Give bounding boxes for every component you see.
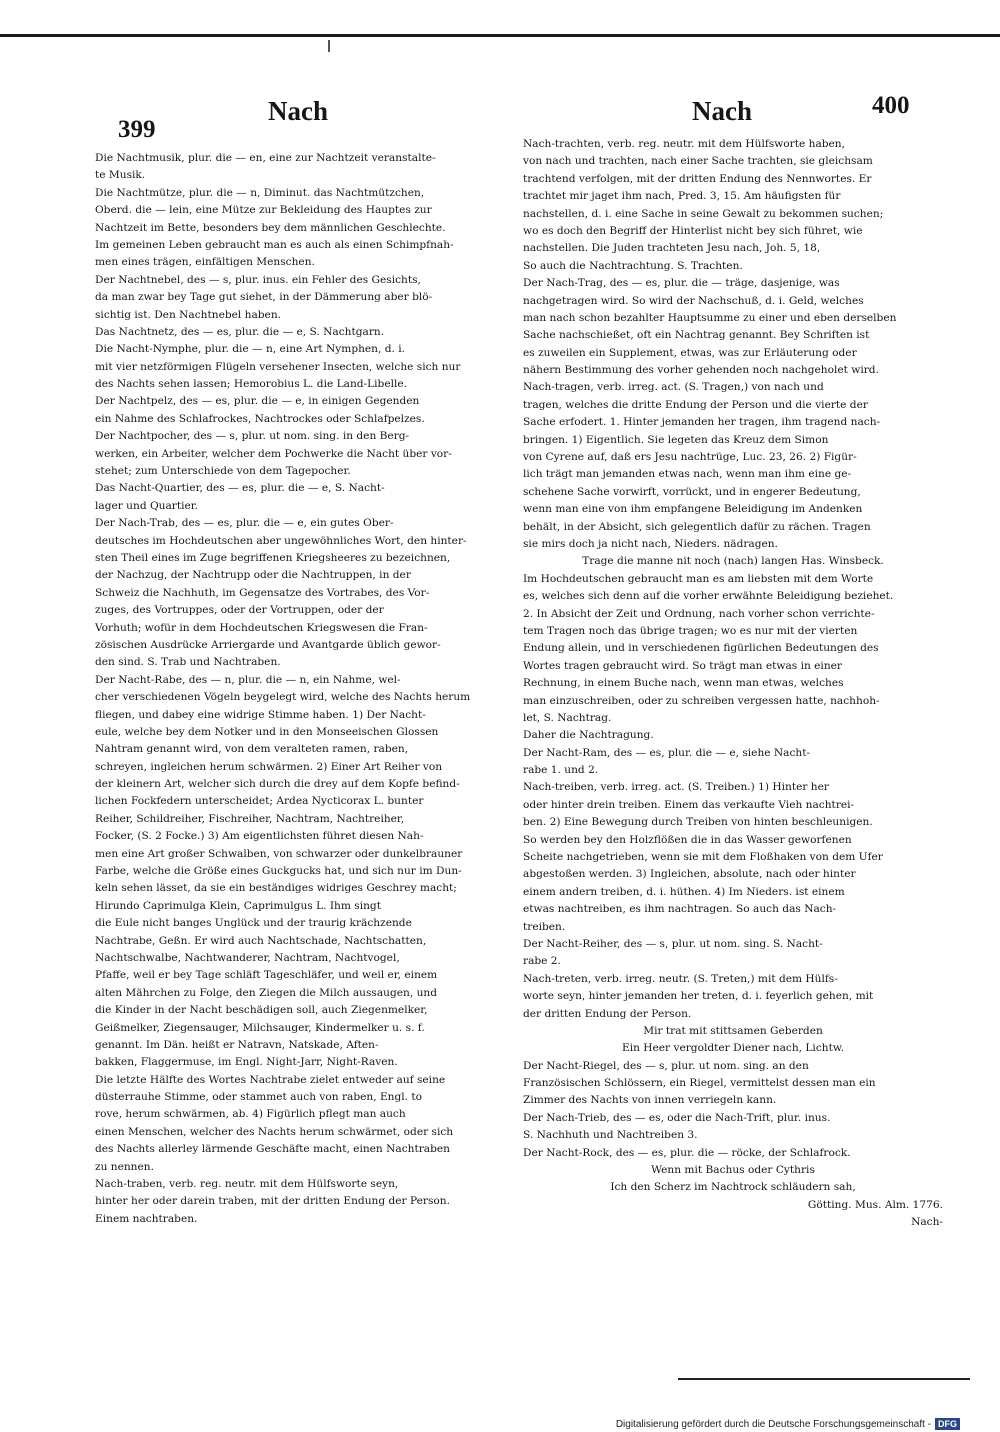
left-text-line: des Nachts allerley lärmende Geschäfte macht, einen Nachtraben	[95, 1143, 450, 1156]
right-text-line: treiben.	[523, 920, 566, 933]
right-text-line: Ich den Scherz im Nachtrock schläudern sah,	[610, 1181, 856, 1194]
right-text-line: Daher die Nachtragung.	[523, 729, 654, 742]
left-text-line: Nachtrabe, Geßn. Er wird auch Nachtschade, Nachtschatten,	[95, 934, 427, 947]
right-text-line: Der Nacht-Ram, des — es, plur. die — e, siehe Nacht-	[523, 746, 811, 759]
right-text-line: sie mirs doch ja nicht nach, Nieders. nädragen.	[523, 537, 778, 550]
right-text-line: rabe 1. und 2.	[523, 764, 599, 777]
left-text-line: zösischen Ausdrücke Arriergarde und Avantgarde üblich gewor-	[95, 638, 441, 651]
running-head-right: Nach	[692, 96, 752, 126]
running-head-left: Nach	[268, 96, 328, 126]
left-text-line: rove, herum schwärmen, ab. 4) Figürlich pflegt man auch	[95, 1108, 406, 1121]
left-text-line: da man zwar bey Tage gut siehet, in der Dämmerung aber blö-	[95, 291, 433, 304]
right-text-line: So werden bey den Holzflößen die in das Wasser geworfenen	[523, 833, 852, 846]
left-text-line: cher verschiedenen Vögeln beygelegt wird, welche des Nachts herum	[95, 691, 471, 704]
left-text-line: lager und Quartier.	[95, 499, 199, 512]
left-text-line: zuges, des Vortruppes, oder der Vortruppen, oder der	[95, 604, 384, 617]
left-text-line: Nachtschwalbe, Nachtwanderer, Nachtram, Nachtvogel,	[95, 951, 400, 964]
left-text-line: Vorhuth; wofür in dem Hochdeutschen Kriegswesen die Fran-	[95, 621, 428, 634]
right-text-line: oder hinter drein treiben. Einem das verkaufte Vieh nachtrei-	[523, 798, 855, 811]
left-text-line: der Nachzug, der Nachtrupp oder die Nachtruppen, in der	[95, 569, 411, 582]
left-text-line: die Kinder in der Nacht beschädigen soll, auch Ziegenmelker,	[95, 1004, 428, 1017]
right-text-line: bringen. 1) Eigentlich. Sie legeten das Kreuz dem Simon	[523, 433, 829, 446]
left-text-line: Nachtzeit im Bette, besonders bey dem männlichen Geschlechte.	[95, 221, 446, 234]
left-text-line: zu nennen.	[95, 1160, 154, 1173]
left-text-line: deutsches im Hochdeutschen aber ungewöhnliches Wort, den hinter-	[95, 534, 467, 547]
right-text-line: Der Nach-Trag, des — es, plur. die — träge, dasjenige, was	[523, 277, 840, 290]
left-text-line: bakken, Flaggermuse, im Engl. Night-Jarr, Night-Raven.	[95, 1056, 398, 1069]
left-text-line: eule, welche bey dem Notker und in den Monseeischen Glossen	[95, 725, 439, 738]
right-text-line: der dritten Endung der Person.	[523, 1007, 692, 1020]
right-text-line: Nach-tragen, verb. irreg. act. (S. Tragen,) von nach und	[523, 381, 824, 394]
right-text-line: schehene Sache vorwirft, vorrückt, und in engerer Bedeutung,	[523, 485, 861, 498]
right-text-line: etwas nachtreiben, es ihm nachtragen. So auch das Nach-	[523, 903, 837, 916]
left-text-line: Reiher, Schildreiher, Fischreiher, Nachtram, Nachtreiher,	[95, 812, 405, 825]
right-text-line: behält, in der Absicht, sich gelegentlich dafür zu rächen. Tragen	[523, 520, 871, 533]
left-text-line: des Nachts sehen lassen; Hemorobius L. die Land-Libelle.	[95, 378, 408, 391]
left-text-line: Farbe, welche die Größe eines Guckgucks hat, und sich nur im Dun-	[95, 865, 462, 878]
left-text-line: Pfaffe, weil er bey Tage schläft Tageschläfer, und weil er, einem	[95, 969, 438, 982]
right-text-line: Scheite nachgetrieben, wenn sie mit dem Floßhaken von dem Ufer	[523, 851, 883, 864]
left-text-line: einen Menschen, welcher des Nachts herum schwärmet, oder sich	[95, 1125, 454, 1138]
left-text-line: sichtig ist. Den Nachtnebel haben.	[95, 308, 282, 321]
right-text-line: tragen, welches die dritte Endung der Person und die vierte der	[523, 398, 868, 411]
footer-credit-text: Digitalisierung gefördert durch die Deutsche Forschungsgemeinschaft -	[615, 1418, 931, 1430]
left-text-line: Die Nacht-Nymphe, plur. die — n, eine Art Nymphen, d. i.	[95, 343, 406, 356]
right-text-line: rabe 2.	[523, 955, 561, 968]
page-number-right: 400	[872, 92, 910, 119]
right-text-line: trachtend verfolgen, mit der dritten Endung des Nennwortes. Er	[523, 172, 872, 185]
right-text-line: tem Tragen noch das übrige tragen; wo es nur mit der vierten	[523, 624, 858, 637]
right-text-line: abgestoßen werden. 3) Ingleichen, absolute, nach oder hinter	[523, 868, 856, 881]
right-text-line: wenn man eine von ihm empfangene Beleidigung im Andenken	[523, 503, 863, 516]
right-text-line: nachstellen. Die Juden trachteten Jesu nach, Joh. 5, 18,	[523, 242, 821, 255]
top-scan-rule	[0, 34, 1000, 37]
right-text-line: es, welches sich denn auf die vorher erwähnte Beleidigung beziehet.	[523, 590, 894, 603]
right-text-line: von Cyrene auf, daß ers Jesu nachtrüge, Luc. 23, 26. 2) Figür-	[523, 451, 857, 464]
right-text-line: lich trägt man jemanden etwas nach, wenn man ihm eine ge-	[523, 468, 852, 481]
right-text-line: Sache nachschießet, oft ein Nachtrag genannt. Bey Schriften ist	[523, 329, 870, 342]
right-text-line: es zuweilen ein Supplement, etwas, was zur Erläuterung oder	[523, 346, 857, 359]
left-text-line: Nahtram genannt wird, von dem veralteten ramen, raben,	[95, 743, 409, 756]
left-text-line: Das Nachtnetz, des — es, plur. die — e, S. Nachtgarn.	[95, 325, 385, 338]
left-text-line: hinter her oder darein traben, mit der dritten Endung der Person.	[95, 1195, 450, 1208]
right-text-line: Sache erfodert. 1. Hinter jemanden her tragen, ihm tragend nach-	[523, 416, 881, 429]
right-text-line: Der Nacht-Rock, des — es, plur. die — röcke, der Schlafrock.	[523, 1146, 851, 1159]
left-text-line: sten Theil eines im Zuge begriffenen Kriegsheeres zu bezeichnen,	[95, 551, 451, 564]
left-text-line: mit vier netzförmigen Flügeln versehener Insecten, welche sich nur	[95, 360, 461, 373]
right-text-line: ben. 2) Eine Bewegung durch Treiben von hinten beschleunigen.	[523, 816, 873, 829]
left-text-line: düsterrauhe Stimme, oder stammet auch von raben, Engl. to	[95, 1091, 423, 1104]
right-text-line: let, S. Nachtrag.	[523, 711, 612, 724]
left-text-line: genannt. Im Dän. heißt er Natravn, Natskade, Aften-	[95, 1038, 379, 1051]
right-text-line: man einzuschreiben, oder zu schreiben vergessen hatte, nachhoh-	[523, 694, 880, 707]
left-text-line: werken, ein Arbeiter, welcher dem Pochwerke die Nacht über vor-	[95, 447, 452, 460]
left-text-line: Der Nachtpocher, des — s, plur. ut nom. sing. in den Berg-	[95, 430, 410, 443]
right-text-line: So auch die Nachtrachtung. S. Trachten.	[523, 259, 743, 272]
right-text-line: nachstellen, d. i. eine Sache in seine Gewalt zu bekommen suchen;	[523, 207, 884, 220]
left-text-line: Die letzte Hälfte des Wortes Nachtrabe zielet entweder auf seine	[95, 1073, 446, 1086]
right-text-line: Französischen Schlössern, ein Riegel, vermittelst dessen man ein	[523, 1077, 876, 1090]
left-text-line: die Eule nicht banges Unglück und der traurig krächzende	[95, 917, 412, 930]
right-text-line: 2. In Absicht der Zeit und Ordnung, nach vorher schon verrichte-	[523, 607, 875, 620]
left-text-line: Im gemeinen Leben gebraucht man es auch als einen Schimpfnah-	[95, 238, 454, 251]
left-text-line: Einem nachtraben.	[95, 1212, 198, 1225]
right-text-line: Der Nacht-Riegel, des — s, plur. ut nom. sing. an den	[523, 1059, 809, 1072]
right-text-line: Wenn mit Bachus oder Cythris	[651, 1164, 815, 1177]
left-text-line: men eines trägen, einfältigen Menschen.	[95, 256, 315, 269]
right-text-line: wo es doch den Begriff der Hinterlist nicht bey sich führet, wie	[523, 224, 863, 237]
right-text-line: Götting. Mus. Alm. 1776.	[807, 1198, 943, 1211]
right-text-line: Rechnung, in einem Buche nach, wenn man etwas, welches	[523, 677, 844, 690]
page-number-left: 399	[118, 116, 156, 143]
left-text-line: ein Nahme des Schlafrockes, Nachtrockes oder Schlafpelzes.	[95, 412, 425, 425]
right-text-line: Mir trat mit stittsamen Geberden	[643, 1024, 823, 1037]
right-text-line: Ein Heer vergoldter Diener nach, Lichtw.	[621, 1042, 845, 1055]
left-text-line: den sind. S. Trab und Nachtraben.	[95, 656, 281, 669]
left-text-line: Der Nacht-Rabe, des — n, plur. die — n, ein Nahme, wel-	[95, 673, 401, 686]
right-text-line: Nach-	[911, 1216, 943, 1229]
right-text-line: Wortes tragen gebraucht wird. So trägt man etwas in einer	[523, 659, 842, 672]
left-text-line: Der Nachtpelz, des — es, plur. die — e, in einigen Gegenden	[95, 395, 420, 408]
right-text-line: man nach schon bezahlter Hauptsumme zu einer und eben derselben	[523, 311, 897, 324]
left-text-line: Nach-traben, verb. reg. neutr. mit dem Hülfsworte seyn,	[95, 1178, 399, 1191]
right-text-line: worte seyn, hinter jemanden her treten, d. i. feyerlich gehen, mit	[523, 990, 874, 1003]
left-text-line: Die Nachtmütze, plur. die — n, Diminut. das Nachtmützchen,	[95, 186, 425, 199]
right-text-line: nachgetragen wird. So wird der Nachschuß, d. i. Geld, welches	[523, 294, 864, 307]
right-text-line: Zimmer des Nachts von innen verriegeln kann.	[523, 1094, 777, 1107]
left-text-line: Oberd. die — lein, eine Mütze zur Bekleidung des Hauptes zur	[95, 204, 432, 217]
right-text-column	[523, 136, 943, 1232]
right-text-line: S. Nachhuth und Nachtreiben 3.	[523, 1129, 698, 1142]
left-text-line: schreyen, ingleichen herum schwärmen. 2) Einer Art Reiher von	[95, 760, 443, 773]
right-text-line: nähern Bestimmung des vorher gehenden noch nachgeholet wird.	[523, 364, 879, 377]
left-text-line: Schweiz die Nachhuth, im Gegensatze des Vortrabes, des Vor-	[95, 586, 430, 599]
right-text-line: trachtet mir jaget ihm nach, Pred. 3, 15. Am häufigsten für	[523, 190, 841, 203]
left-text-line: fliegen, und dabey eine widrige Stimme haben. 1) Der Nacht-	[95, 708, 426, 721]
right-text-line: Trage die manne nit noch (nach) langen Has. Winsbeck.	[582, 555, 884, 568]
right-text-line: Endung allein, und in verschiedenen figürlichen Bedeutungen des	[523, 642, 879, 655]
right-text-line: Nach-treten, verb. irreg. neutr. (S. Treten,) mit dem Hülfs-	[523, 972, 838, 985]
right-text-line: einem andern treiben, d. i. hüthen. 4) Im Nieders. ist einem	[523, 885, 845, 898]
right-text-line: von nach und trachten, nach einer Sache trachten, sie gleichsam	[523, 155, 873, 168]
left-text-line: Der Nachtnebel, des — s, plur. inus. ein Fehler des Gesichts,	[95, 273, 421, 286]
digitization-footer	[616, 1418, 960, 1430]
dfg-logo: DFG	[935, 1418, 960, 1430]
bottom-rule	[678, 1378, 970, 1380]
left-text-line: Geißmelker, Ziegensauger, Milchsauger, Kindermelker u. s. f.	[95, 1021, 425, 1034]
left-text-line: der kleinern Art, welcher sich durch die drey auf dem Kopfe befind-	[95, 778, 460, 791]
left-text-line: Die Nachtmusik, plur. die — en, eine zur Nachtzeit veranstalte-	[95, 152, 436, 164]
scan-mark	[328, 40, 330, 52]
left-text-line: lichen Fockfedern unterscheidet; Ardea Nycticorax L. bunter	[95, 795, 424, 808]
right-text-line: Der Nach-Trieb, des — es, oder die Nach-Trift, plur. inus.	[523, 1111, 831, 1124]
left-text-line: men eine Art großer Schwalben, von schwarzer oder dunkelbrauner	[95, 847, 463, 860]
right-text-line: Der Nacht-Reiher, des — s, plur. ut nom. sing. S. Nacht-	[523, 937, 823, 950]
left-text-column	[95, 150, 513, 1228]
left-text-line: Focker, (S. 2 Focke.) 3) Am eigentlichsten führet diesen Nah-	[95, 830, 424, 843]
left-text-line: stehet; zum Unterschiede von dem Tagepocher.	[95, 465, 351, 478]
left-text-line: alten Mährchen zu Folge, den Ziegen die Milch aussaugen, und	[95, 986, 438, 999]
left-text-line: Der Nach-Trab, des — es, plur. die — e, ein gutes Ober-	[95, 517, 394, 530]
left-text-line: Hirundo Caprimulga Klein, Caprimulgus L. Ihm singt	[95, 899, 381, 912]
left-text-line: keln sehen lässet, da sie ein beständiges widriges Geschrey macht;	[95, 882, 457, 895]
left-text-line: Das Nacht-Quartier, des — es, plur. die — e, S. Nacht-	[95, 482, 385, 495]
left-text-line: te Musik.	[95, 169, 146, 182]
right-text-line: Im Hochdeutschen gebraucht man es am liebsten mit dem Worte	[523, 572, 874, 585]
right-text-line: Nach-treiben, verb. irreg. act. (S. Treiben.) 1) Hinter her	[523, 781, 829, 794]
right-text-line: Nach-trachten, verb. reg. neutr. mit dem Hülfsworte haben,	[523, 138, 846, 150]
